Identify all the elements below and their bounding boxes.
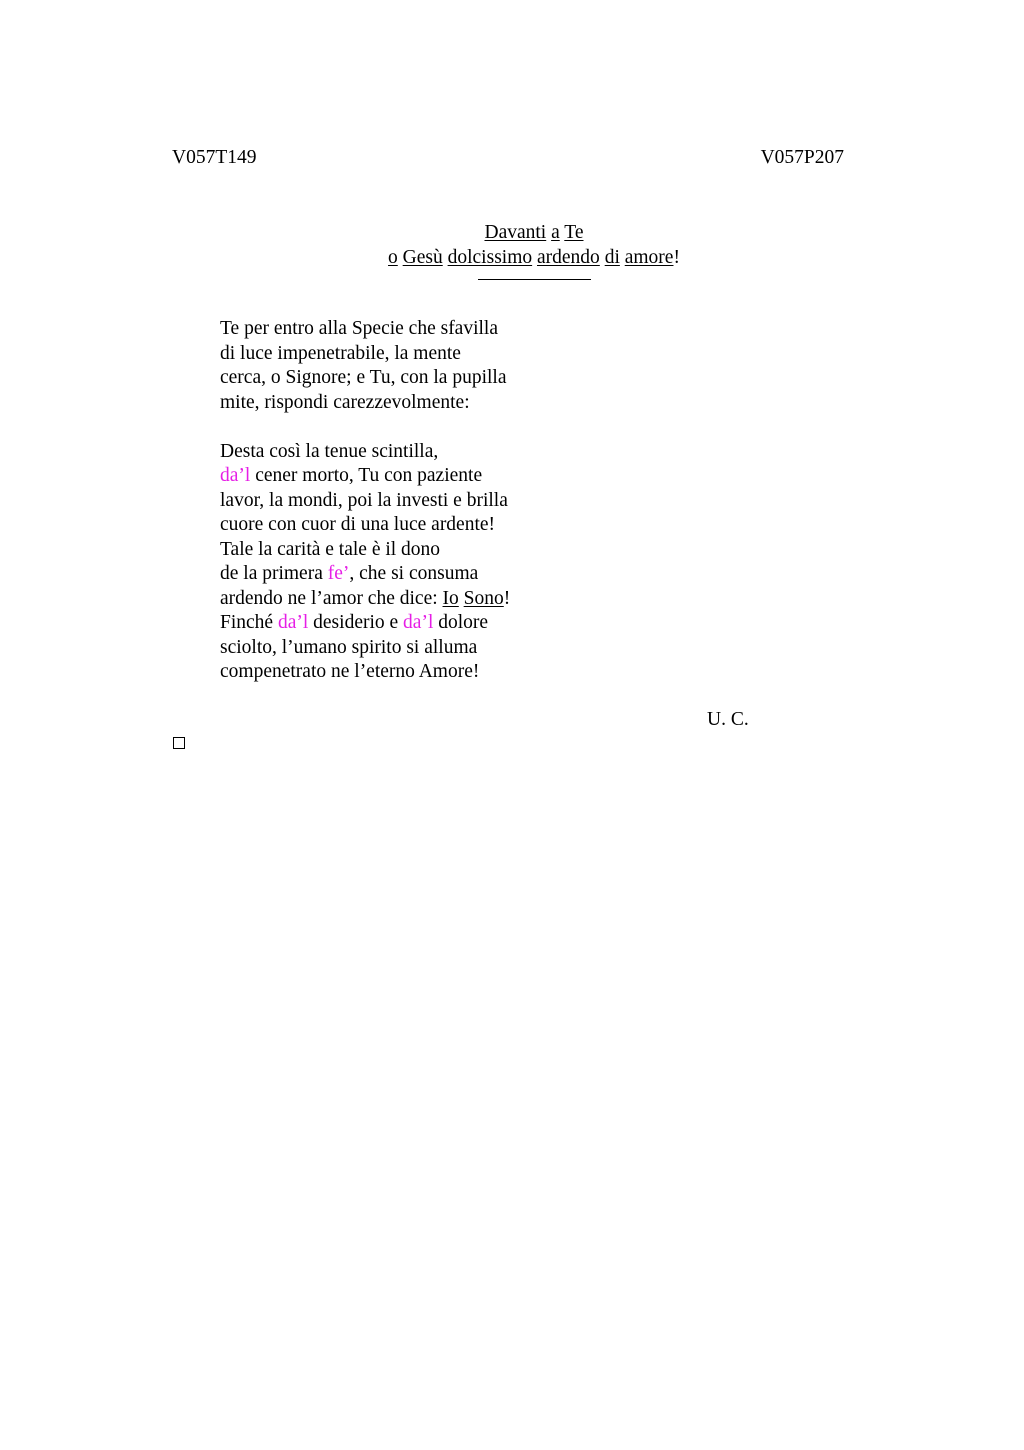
poem-text: desiderio e xyxy=(308,612,404,633)
title-exclamation: ! xyxy=(673,246,680,268)
poem-title xyxy=(0,221,1024,276)
poem-line xyxy=(220,587,510,612)
title-word: amore xyxy=(624,246,674,268)
highlighted-word: da’l xyxy=(277,612,309,633)
title-word: o xyxy=(388,246,398,268)
underlined-word: Sono xyxy=(463,587,504,609)
end-box-icon xyxy=(173,737,185,749)
stanza-break xyxy=(220,415,510,440)
poem-line: lavor, la mondi, poi la investi e brilla xyxy=(220,489,508,511)
title-word: dolcissimo xyxy=(447,246,533,268)
poem-line: di luce impenetrabile, la mente xyxy=(220,342,461,364)
title-line-1 xyxy=(0,221,1024,246)
title-word: Davanti xyxy=(484,222,547,243)
poem-line: Tale la carità e tale è il dono xyxy=(220,538,441,560)
highlighted-word: fe’ xyxy=(327,563,350,584)
highlighted-word: da’l xyxy=(220,465,251,486)
poem-text: de la primera xyxy=(220,563,328,584)
underlined-word: Io xyxy=(442,587,459,609)
poem-line xyxy=(220,562,510,587)
title-line-2 xyxy=(0,246,1024,271)
poem-line: sciolto, l’umano spirito si alluma xyxy=(220,636,478,658)
poem-text: ardendo ne l’amor che dice: xyxy=(220,587,443,609)
right-document-code: V057P207 xyxy=(760,147,844,168)
poem-text: , che si consuma xyxy=(349,563,479,584)
author-signature: U. C. xyxy=(707,709,749,730)
title-word: ardendo xyxy=(537,246,600,268)
poem-line: cerca, o Signore; e Tu, con la pupilla xyxy=(220,367,507,388)
poem-text: Finché xyxy=(220,612,278,633)
poem-line xyxy=(220,464,510,489)
poem-text: cener morto, Tu con paziente xyxy=(250,465,483,486)
title-word: Te xyxy=(564,222,584,243)
title-word: di xyxy=(604,246,620,268)
poem-text: dolore xyxy=(433,612,489,633)
poem-line: compenetrato ne l’eterno Amore! xyxy=(220,661,480,682)
poem-line: mite, rispondi carezzevolmente: xyxy=(220,391,470,413)
left-document-code: V057T149 xyxy=(172,147,257,168)
poem-line xyxy=(220,611,510,636)
poem-line: cuore con cuor di una luce ardente! xyxy=(220,514,496,535)
title-word: Gesù xyxy=(402,246,443,268)
title-divider xyxy=(478,279,591,280)
poem-body xyxy=(220,317,510,685)
highlighted-word: da’l xyxy=(403,612,434,633)
poem-text: ! xyxy=(503,587,511,609)
poem-line: Te per entro alla Specie che sfavilla xyxy=(220,318,498,339)
title-word: a xyxy=(551,222,560,243)
poem-line: Desta così la tenue scintilla, xyxy=(220,440,439,462)
